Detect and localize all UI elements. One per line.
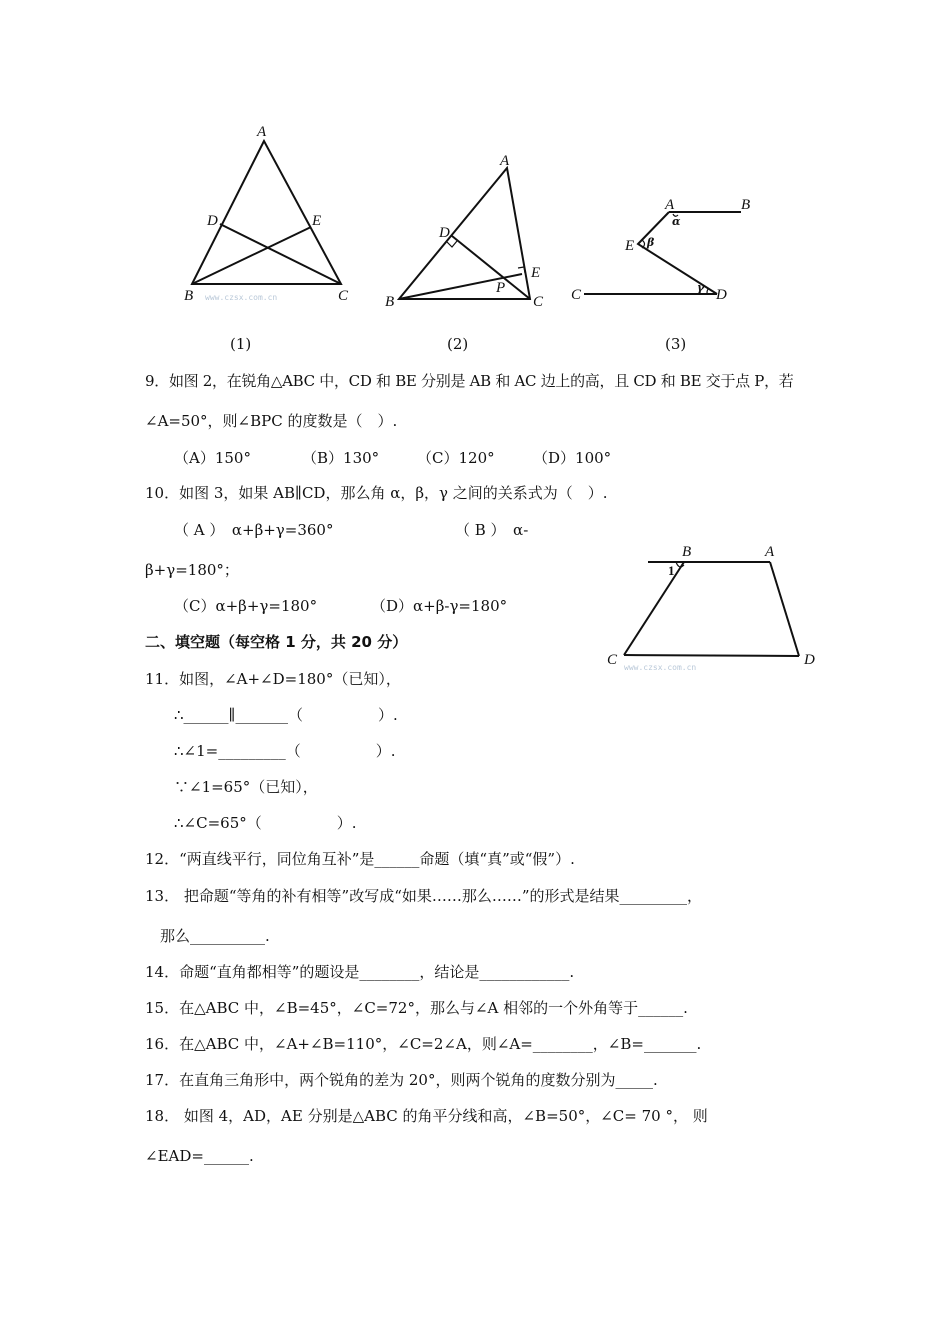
q10-option-c: （C）α+β+γ=180° — [174, 597, 318, 615]
q11-line4: ∵∠1=65°（已知）， — [174, 778, 318, 796]
fig1-caption: (1) — [230, 335, 252, 353]
fig3-label-b: B — [741, 197, 751, 213]
fig1-label-c: C — [338, 288, 349, 304]
fig2-label-a: A — [500, 153, 510, 169]
fig4-side-ad — [770, 562, 799, 656]
fig2-label-p: P — [496, 280, 506, 296]
fig2-caption: (2) — [447, 335, 469, 353]
fig4-label-d: D — [804, 652, 815, 668]
q13-line1: 13． 把命题“等角的补有相等”改写成“如果……那么……”的形式是结果_________， — [145, 887, 703, 905]
fig4-watermark: www.czsx.com.cn — [624, 663, 697, 672]
fig3-angle-alpha: α — [672, 215, 681, 228]
q17: 17．在直角三角形中，两个锐角的差为 20°，则两个锐角的度数分别为_____. — [145, 1071, 658, 1089]
fig4-polyline-cbad — [624, 562, 684, 655]
q10-option-d: （D）α+β-γ=180° — [371, 597, 508, 615]
fig4-base-cd — [624, 655, 799, 656]
q10-option-a: （ A ） α+β+γ=360° — [174, 521, 334, 539]
fig1-label-b: B — [184, 288, 194, 304]
q9-option-c: （C）120° — [417, 449, 495, 467]
fig3-angle-beta: β — [647, 236, 655, 249]
fig3-label-d: D — [716, 287, 727, 303]
fig1-watermark: www.czsx.com.cn — [205, 293, 278, 302]
q11-line5: ∴∠C=65°（ ）. — [174, 814, 357, 832]
fig4-label-c: C — [607, 652, 618, 668]
q11-line1: 11．如图，∠A+∠D=180°（已知）， — [145, 670, 401, 688]
fig4-label-a: A — [765, 544, 775, 560]
q9-option-d: （D）100° — [533, 449, 612, 467]
fig3-label-e: E — [625, 238, 635, 254]
q9-option-b: （B）130° — [302, 449, 380, 467]
fig3-label-c: C — [571, 287, 582, 303]
q13-line2: 那么__________. — [160, 927, 270, 945]
fig4-label-one: 1 — [668, 563, 675, 578]
fig1-label-e: E — [312, 213, 322, 229]
fig4-label-b: B — [682, 544, 692, 560]
fig3-label-a: A — [665, 197, 675, 213]
q10-option-b-cont: β+γ=180°； — [145, 561, 239, 579]
fig1-label-a: A — [257, 124, 267, 140]
q10-line1: 10．如图 3，如果 AB∥CD，那么角 α，β，γ 之间的关系式为（ ）. — [145, 484, 608, 502]
q18-line1: 18． 如图 4，AD，AE 分别是△ABC 的角平分线和高，∠B=50°，∠C= 70 °， 则 — [145, 1107, 708, 1125]
fig2-label-d: D — [439, 225, 450, 241]
fig2-label-c: C — [533, 294, 544, 310]
q14: 14．命题“直角都相等”的题设是________，结论是____________. — [145, 963, 575, 981]
q18-line2: ∠EAD=______. — [145, 1147, 254, 1165]
q9-line1: 9．如图 2，在锐角△ABC 中，CD 和 BE 分别是 AB 和 AC 边上的高，且 CD 和 BE 交于点 P，若 — [145, 372, 794, 390]
q9-option-a: （A）150° — [174, 449, 251, 467]
fig3-caption: (3) — [665, 335, 687, 353]
q9-line2: ∠A=50°，则∠BPC 的度数是（ ）. — [145, 412, 398, 430]
fig1-label-d: D — [207, 213, 218, 229]
q11-line2: ∴______∥_______（ ）. — [174, 706, 398, 724]
q11-line3: ∴∠1=_________（ ）. — [174, 742, 396, 760]
fig2-label-e: E — [531, 265, 541, 281]
fig3-angle-gamma: γ — [697, 281, 705, 294]
q12: 12．“两直线平行，同位角互补”是______命题（填“真”或“假”）. — [145, 850, 575, 868]
q15: 15．在△ABC 中，∠B=45°，∠C=72°，那么与∠A 相邻的一个外角等于______. — [145, 999, 688, 1017]
q16: 16．在△ABC 中，∠A+∠B=110°，∠C=2∠A，则∠A=________，∠B=_______. — [145, 1035, 702, 1053]
q10-option-b: （ B ） α- — [455, 521, 529, 539]
fig2-label-b: B — [385, 294, 395, 310]
section-2-heading: 二、填空题（每空格 1 分，共 20 分） — [145, 633, 408, 651]
